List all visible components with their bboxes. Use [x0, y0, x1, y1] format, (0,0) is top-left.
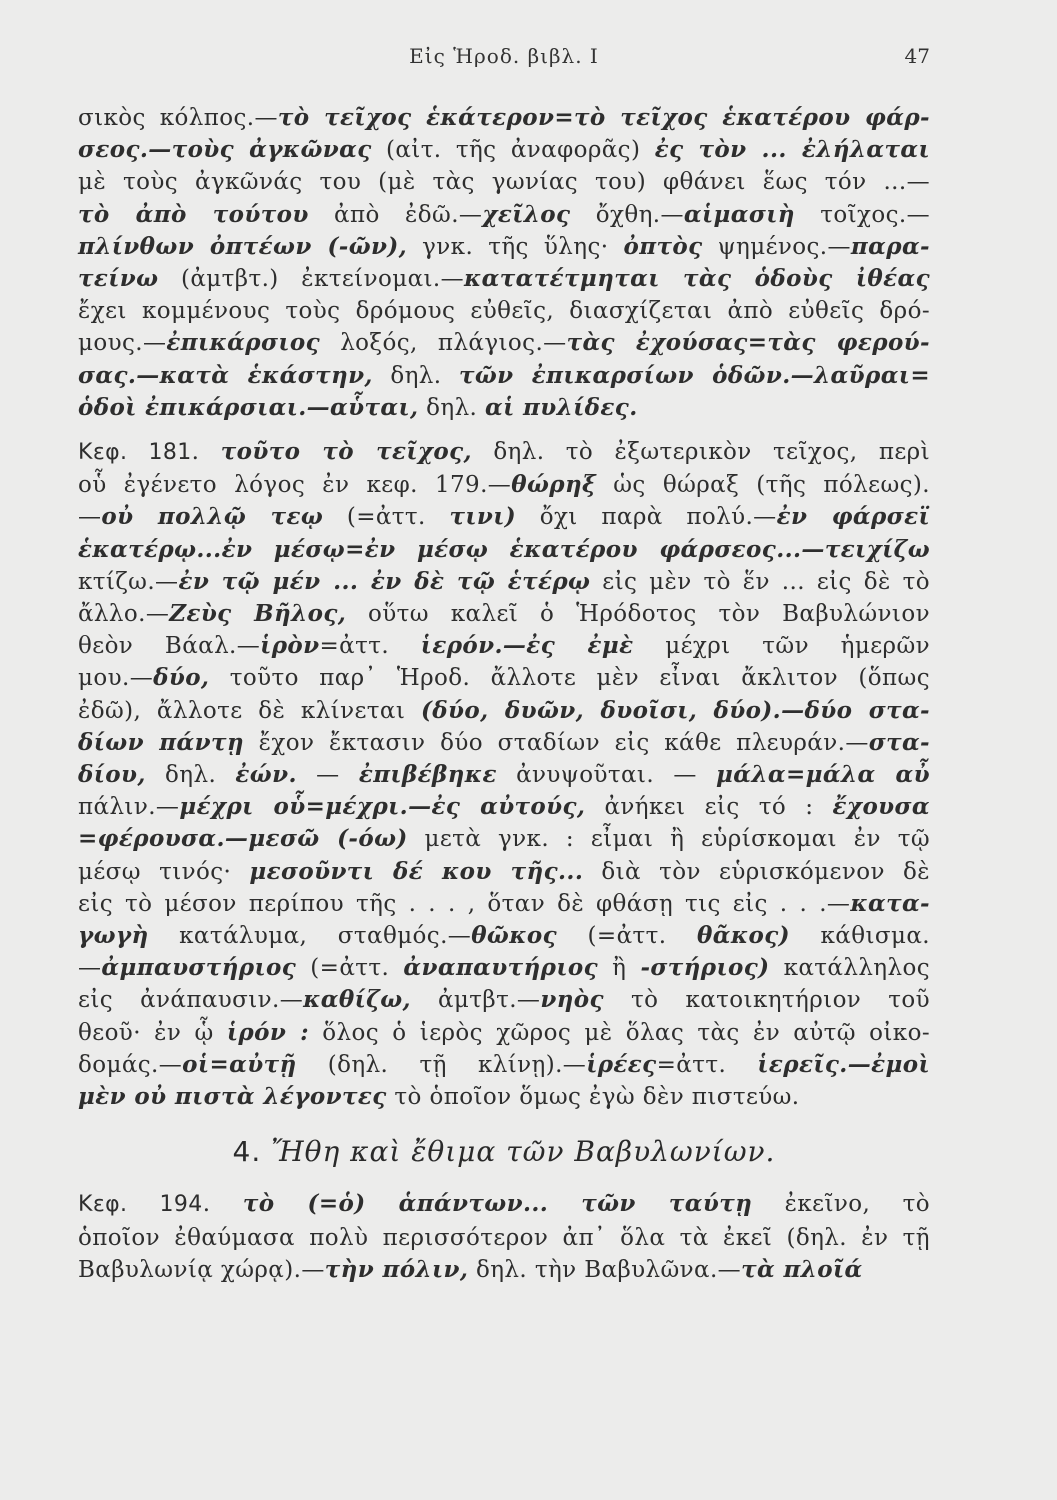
lemma: κατα-	[850, 889, 930, 917]
gloss-text: (=ἀττ.	[557, 923, 698, 950]
lemma: Ζεὺς Βῆλος,	[169, 600, 347, 628]
lemma: αἱ πυλίδες.	[484, 393, 638, 421]
text-line	[78, 1017, 930, 1049]
lemma: μὲν οὐ πιστὰ λέγοντες	[78, 1083, 387, 1111]
lemma: μέχρι οὗ=μέχρι.—ἐς αὐτούς,	[179, 793, 586, 821]
lemma: χεῖλος	[482, 200, 571, 228]
gloss-text: ἢ	[598, 955, 641, 982]
gloss-text: ἔχει κομμένους τοὺς δρόμους εὐθεῖς, διασχίζεται ἀπὸ εὐθεῖς δρό-	[78, 298, 930, 325]
lemma: τὸ ἀπὸ τούτου	[78, 200, 309, 228]
lemma: σας.—κατὰ ἑκάστην,	[78, 361, 373, 389]
gloss-text: (δηλ. τῇ κλίνῃ).—	[296, 1051, 587, 1078]
gloss-text: κατάλυμα, σταθμός.—	[148, 923, 472, 950]
text-line	[78, 263, 930, 295]
gloss-text: ὡς θώραξ (τῆς πόλεως).	[596, 472, 930, 499]
lemma: τὰς ἐχούσας=τὰς φερού-	[566, 329, 930, 357]
gloss-text: γνκ. τῆς ὕλης·	[407, 233, 624, 260]
gloss-text: εἰς τὸ μέσον περίπου τῆς . . . , ὅταν δὲ φθάσῃ τις εἰς . . .—	[78, 890, 851, 917]
text-line	[78, 1254, 930, 1286]
lemma: μεσοῦντι δέ κου τῆς...	[249, 857, 584, 885]
section-heading	[78, 1135, 930, 1168]
text-line	[78, 231, 930, 263]
lemma: παρα-	[850, 232, 930, 260]
text-line	[78, 727, 930, 759]
lemma: ἐπιβέβηκε	[358, 761, 497, 789]
gloss-text: μέχρι τῶν ἡμερῶν	[633, 633, 930, 660]
text-line	[78, 436, 930, 469]
lemma: τὸ (=ὁ) ἁπάντων... τῶν ταύτῃ	[242, 1190, 753, 1218]
lemma: τὰ πλοῖά	[741, 1255, 863, 1283]
gloss-text: —	[78, 504, 102, 531]
gloss-text: ὅλος ὁ ἱερὸς χῶρος μὲ ὅλας τὰς ἐν αὐτῷ οἰκο-	[309, 1019, 930, 1046]
text-line	[78, 759, 930, 791]
page-number: 47	[904, 44, 930, 68]
gloss-text: δηλ. τὴν Βαβυλῶνα.—	[468, 1256, 742, 1283]
paragraph-1	[78, 102, 930, 424]
lemma: =φέρουσα.—μεσῶ (-όω)	[78, 825, 408, 853]
gloss-text: ἄλλο.—	[78, 601, 170, 628]
gloss-text: μους.—	[78, 330, 167, 357]
text-line	[78, 501, 930, 533]
gloss-text: ὁποῖον ἐθαύμασα πολὺ περισσότερον ἀπ᾽ ὅλα τὰ ἐκεῖ (δηλ. ἐν τῇ	[78, 1224, 930, 1251]
text-line	[78, 199, 930, 231]
gloss-text: μου.—	[78, 665, 154, 692]
gloss-text: ἐκεῖνο, τὸ	[752, 1191, 930, 1218]
text-line	[78, 695, 930, 727]
gloss-text: δομάς.—	[78, 1051, 183, 1078]
lemma: δίου,	[78, 761, 146, 789]
text-line	[78, 856, 930, 888]
gloss-text: δηλ.	[418, 394, 485, 421]
lemma: ὁδοὶ ἐπικάρσιαι.—αὗται,	[78, 393, 419, 421]
gloss-text: τὸ κατοικητήριον τοῦ	[603, 987, 931, 1014]
gloss-text: (αἰτ. τῆς ἀναφορᾶς)	[371, 137, 655, 164]
lemma: τῶν ἐπικαρσίων ὁδῶν.—λαῦραι=	[459, 361, 931, 389]
running-title: Εἰς Ἡροδ. βιβλ. Ι	[409, 44, 599, 68]
gloss-text: Βαβυλωνίᾳ χώρᾳ).—	[78, 1256, 325, 1283]
lemma: ἔχουσα	[832, 793, 930, 821]
text-line	[78, 630, 930, 662]
lemma: μάλα=μάλα αὖ	[715, 761, 930, 789]
lemma: ὀπτὸς	[623, 232, 703, 260]
lemma: δίων πάντῃ	[78, 728, 244, 756]
lemma: αἱμασιὴ	[683, 200, 795, 228]
lemma: ἐν τῷ μέν ... ἐν δὲ τῷ ἑτέρῳ	[178, 567, 591, 595]
lemma: ἑκατέρῳ...ἐν μέσῳ=ἐν μέσῳ ἑκατέρου φάρσεος...—τειχίζω	[78, 535, 930, 563]
lemma: ἐν φάρσεϊ	[776, 503, 930, 531]
gloss-text: οὕτω καλεῖ ὁ Ἡρόδοτος τὸν Βαβυλώνιον	[346, 601, 930, 628]
gloss-text: ἔχον ἔκτασιν δύο σταδίων εἰς κάθε πλευράν.—	[243, 729, 869, 756]
gloss-text: τὸ ὁποῖον ὅμως ἐγὼ δὲν πιστεύω.	[386, 1084, 800, 1111]
text-line	[78, 823, 930, 855]
lemma: νηὸς	[540, 986, 604, 1014]
lemma: ἱρὸν	[260, 632, 320, 660]
text-line	[78, 1081, 930, 1113]
gloss-text: δηλ.	[372, 362, 459, 389]
gloss-text: ἀπὸ ἐδῶ.—	[308, 201, 483, 228]
gloss-text: =ἀττ.	[656, 1051, 758, 1078]
gloss-text: μετὰ γνκ. : εἶμαι ἢ εὑρίσκομαι ἐν τῷ	[407, 826, 930, 853]
lemma: τείνω	[78, 265, 159, 293]
gloss-text: εἰς ἀνάπαυσιν.—	[78, 987, 304, 1014]
lemma: ἐς τὸν ... ἐλήλαται	[654, 136, 930, 164]
lemma: τοῦτο τὸ τεῖχος,	[220, 438, 472, 466]
gloss-text: τοῦτο παρ᾽ Ἡροδ. ἄλλοτε μὲν εἶναι ἄκλιτον (ὅπως	[209, 665, 930, 692]
lemma: σεος.—τοὺς ἀγκῶνας	[78, 136, 372, 164]
gloss-text: εἰς μὲν τὸ ἕν ... εἰς δὲ τὸ	[590, 568, 930, 595]
gloss-text: (=ἀττ.	[323, 504, 450, 531]
text-line	[78, 598, 930, 630]
gloss-text: ἐδῶ), ἄλλοτε δὲ κλίνεται	[78, 697, 421, 724]
lemma: ἀμπαυστήριος	[101, 954, 297, 982]
text-line	[78, 984, 930, 1016]
page-header	[78, 44, 930, 76]
section-number: 4.	[232, 1135, 262, 1169]
gloss-text: (ἀμτβτ.) ἐκτείνομαι.—	[158, 266, 465, 293]
lemma: τὴν πόλιν,	[324, 1255, 469, 1283]
gloss-text: μὲ τοὺς ἀγκῶνάς του (μὲ τὰς γωνίας του) φθάνει ἕως τόν ...—	[78, 169, 930, 196]
lemma: καθίζω,	[303, 986, 411, 1014]
gloss-text: .	[202, 1191, 243, 1218]
lemma: πλίνθων ὀπτέων (-ῶν),	[78, 232, 408, 260]
gloss-text: κάθισμα.	[789, 923, 930, 950]
gloss-text: διὰ τὸν εὑρισκόμενον δὲ	[583, 858, 930, 885]
lemma: ἐπικάρσιος	[166, 329, 320, 357]
text-line	[78, 952, 930, 984]
gloss-text: =ἀττ.	[319, 633, 421, 660]
text-line	[78, 1049, 930, 1081]
lemma: οἱ=αὐτῇ	[182, 1050, 297, 1078]
lemma: ἱρέες	[586, 1050, 657, 1078]
gloss-text: κατάλληλος	[769, 955, 930, 982]
text-line	[78, 662, 930, 694]
gloss-text: μέσῳ τινός·	[78, 858, 250, 885]
paragraph-2	[78, 436, 930, 1113]
text-line	[78, 469, 930, 501]
lemma: -στήριος)	[640, 954, 770, 982]
gloss-text: —	[78, 955, 102, 982]
text-line	[78, 920, 930, 952]
lemma: (δύο, δυῶν, δυοῖσι, δύο).—δύο στα-	[420, 696, 930, 724]
lemma: γωγὴ	[78, 922, 149, 950]
text-line	[78, 1222, 930, 1254]
gloss-text: (=ἀττ.	[296, 955, 404, 982]
lemma: ἱερόν.—ἐς ἐμὲ	[420, 632, 634, 660]
text-line	[78, 102, 930, 134]
gloss-text: σικὸς κόλπος.—	[78, 105, 278, 131]
section-title: Ἤθη καὶ ἔθιμα τῶν Βαβυλωνίων.	[271, 1135, 776, 1169]
gloss-text: λοξός, πλάγιος.—	[320, 330, 567, 357]
gloss-text: πάλιν.—	[78, 794, 180, 821]
text-line	[78, 888, 930, 920]
text-line	[78, 392, 930, 424]
text-line	[78, 534, 930, 566]
text-line	[78, 166, 930, 198]
gloss-text: ἀμτβτ.—	[410, 987, 541, 1014]
gloss-text: .	[191, 439, 221, 466]
chapter-ref: Κεφ. 194	[78, 1192, 203, 1218]
gloss-text: δηλ.	[145, 762, 236, 789]
lemma: δύο,	[153, 664, 210, 692]
gloss-text: θεοῦ· ἐν ᾧ	[78, 1019, 227, 1046]
text-line	[78, 327, 930, 359]
page-body	[78, 102, 930, 1286]
lemma: ἀναπαυτήριος	[403, 954, 599, 982]
gloss-text: ὄχθη.—	[570, 201, 684, 228]
gloss-text: κτίζω.—	[78, 568, 179, 595]
lemma: θώρηξ	[511, 471, 597, 499]
text-line	[78, 360, 930, 392]
lemma: ἱρόν :	[226, 1018, 310, 1046]
text-line	[78, 791, 930, 823]
gloss-text: ψημένος.—	[702, 233, 851, 260]
text-line	[78, 134, 930, 166]
lemma: στα-	[868, 728, 930, 756]
gloss-text: —	[296, 762, 359, 789]
text-line	[78, 1188, 930, 1221]
text-line	[78, 295, 930, 327]
gloss-text: τοῖχος.—	[794, 201, 930, 228]
lemma: ἱερεῖς.—ἐμοὶ	[757, 1050, 930, 1078]
lemma: τὸ τεῖχος ἑκάτερον=τὸ τεῖχος ἑκατέρου φάρ-	[277, 104, 930, 131]
gloss-text: ἀνήκει εἰς τό :	[585, 794, 833, 821]
lemma: κατατέτμηται τὰς ὁδοὺς ἰθέας	[464, 265, 930, 293]
gloss-text: οὗ ἐγένετο λόγος ἐν κεφ. 179.—	[78, 472, 512, 499]
lemma: ἐών.	[235, 761, 297, 789]
paragraph-3	[78, 1188, 930, 1286]
gloss-text: ὄχι παρὰ πολύ.—	[516, 504, 777, 531]
gloss-text: ἀνυψοῦται. —	[496, 762, 716, 789]
text-line	[78, 566, 930, 598]
gloss-text: θεὸν Βάαλ.—	[78, 633, 261, 660]
lemma: θῶκος	[471, 922, 558, 950]
gloss-text: δηλ. τὸ ἐξωτερικὸν τεῖχος, περὶ	[471, 439, 931, 466]
lemma: θᾶκος)	[697, 922, 790, 950]
lemma: οὐ πολλῷ τεῳ	[101, 503, 324, 531]
lemma: τινι)	[449, 503, 517, 531]
chapter-ref: Κεφ. 181	[78, 440, 192, 466]
